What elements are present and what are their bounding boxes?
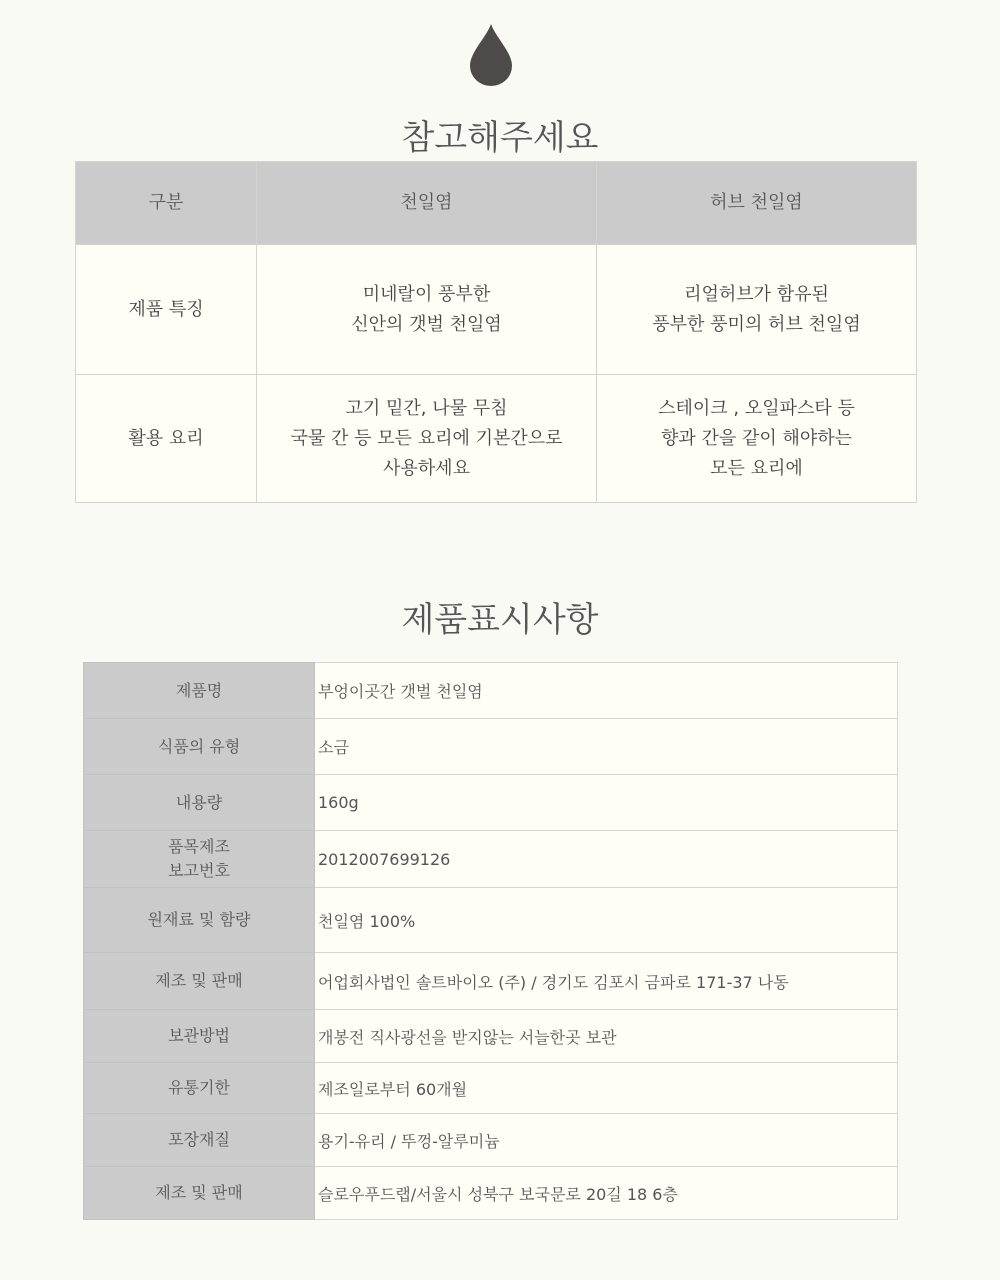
spec-value: 개봉전 직사광선을 받지않는 서늘한곳 보관 — [315, 1010, 898, 1063]
table-row — [84, 1114, 898, 1167]
spec-value: 부엉이곳간 갯벌 천일염 — [315, 663, 898, 719]
cell-text: 스테이크 , 오일파스타 등 향과 간을 같이 해야하는 모든 요리에 — [658, 397, 855, 479]
spec-label — [84, 1167, 315, 1220]
spec-label-text: 포장재질 — [168, 1130, 230, 1149]
row-label: 제품 특징 — [76, 245, 257, 375]
section-title-product-info: 제품표시사항 — [401, 600, 599, 640]
header-herb-salt: 허브 천일염 — [597, 162, 917, 245]
spec-label-text: 제조 및 판매 — [155, 971, 243, 990]
spec-label-text: 원재료 및 함량 — [147, 910, 251, 929]
table-row — [84, 719, 898, 775]
cell-herb-salt — [597, 245, 917, 375]
spec-label-text: 품목제조 보고번호 — [168, 837, 230, 880]
spec-value: 슬로우푸드랩/서울시 성북구 보국문로 20길 18 6층 — [315, 1167, 898, 1220]
spec-label — [84, 719, 315, 775]
spec-label — [84, 1114, 315, 1167]
spec-label — [84, 1010, 315, 1063]
spec-label — [84, 831, 315, 888]
spec-label — [84, 663, 315, 719]
cell-herb-salt — [597, 375, 917, 503]
spec-value: 용기-유리 / 뚜껑-알루미늄 — [315, 1114, 898, 1167]
spec-value: 2012007699126 — [315, 831, 898, 888]
spec-value: 160g — [315, 775, 898, 831]
spec-label — [84, 953, 315, 1010]
section-title-reference: 참고해주세요 — [401, 118, 599, 158]
table-row — [84, 953, 898, 1010]
row-label: 활용 요리 — [76, 375, 257, 503]
table-row — [84, 831, 898, 888]
table-row — [84, 1167, 898, 1220]
table-header-row — [76, 162, 917, 245]
cell-text: 미네랄이 풍부한 신안의 갯벌 천일염 — [351, 283, 502, 335]
table-row — [84, 1063, 898, 1114]
spec-label-text: 제조 및 판매 — [155, 1183, 243, 1202]
table-row — [84, 1010, 898, 1063]
spec-label-text: 식품의 유형 — [157, 736, 241, 756]
cell-sea-salt — [257, 245, 597, 375]
spec-label-text: 제품명 — [175, 680, 223, 700]
header-sea-salt: 천일염 — [257, 162, 597, 245]
spec-value: 소금 — [315, 719, 898, 775]
water-drop-icon — [470, 24, 512, 86]
header-category: 구분 — [76, 162, 257, 245]
cell-text: 리얼허브가 함유된 풍부한 풍미의 허브 천일염 — [652, 283, 861, 335]
table-row — [84, 775, 898, 831]
comparison-table — [75, 161, 917, 503]
spec-value: 제조일로부터 60개월 — [315, 1063, 898, 1114]
product-info-table — [83, 662, 898, 1220]
spec-label-text: 내용량 — [175, 792, 223, 812]
spec-label-text: 유통기한 — [168, 1078, 230, 1097]
spec-label — [84, 888, 315, 953]
spec-label — [84, 1063, 315, 1114]
table-row — [84, 888, 898, 953]
cell-text: 고기 밑간, 나물 무침 국물 간 등 모든 요리에 기본간으로 사용하세요 — [290, 397, 563, 479]
table-row — [76, 375, 917, 503]
table-row — [76, 245, 917, 375]
table-row — [84, 663, 898, 719]
spec-value: 어업회사법인 솔트바이오 (주) / 경기도 김포시 금파로 171-37 나동 — [315, 953, 898, 1010]
cell-sea-salt — [257, 375, 597, 503]
spec-label — [84, 775, 315, 831]
spec-value: 천일염 100% — [315, 888, 898, 953]
spec-label-text: 보관방법 — [168, 1026, 230, 1045]
